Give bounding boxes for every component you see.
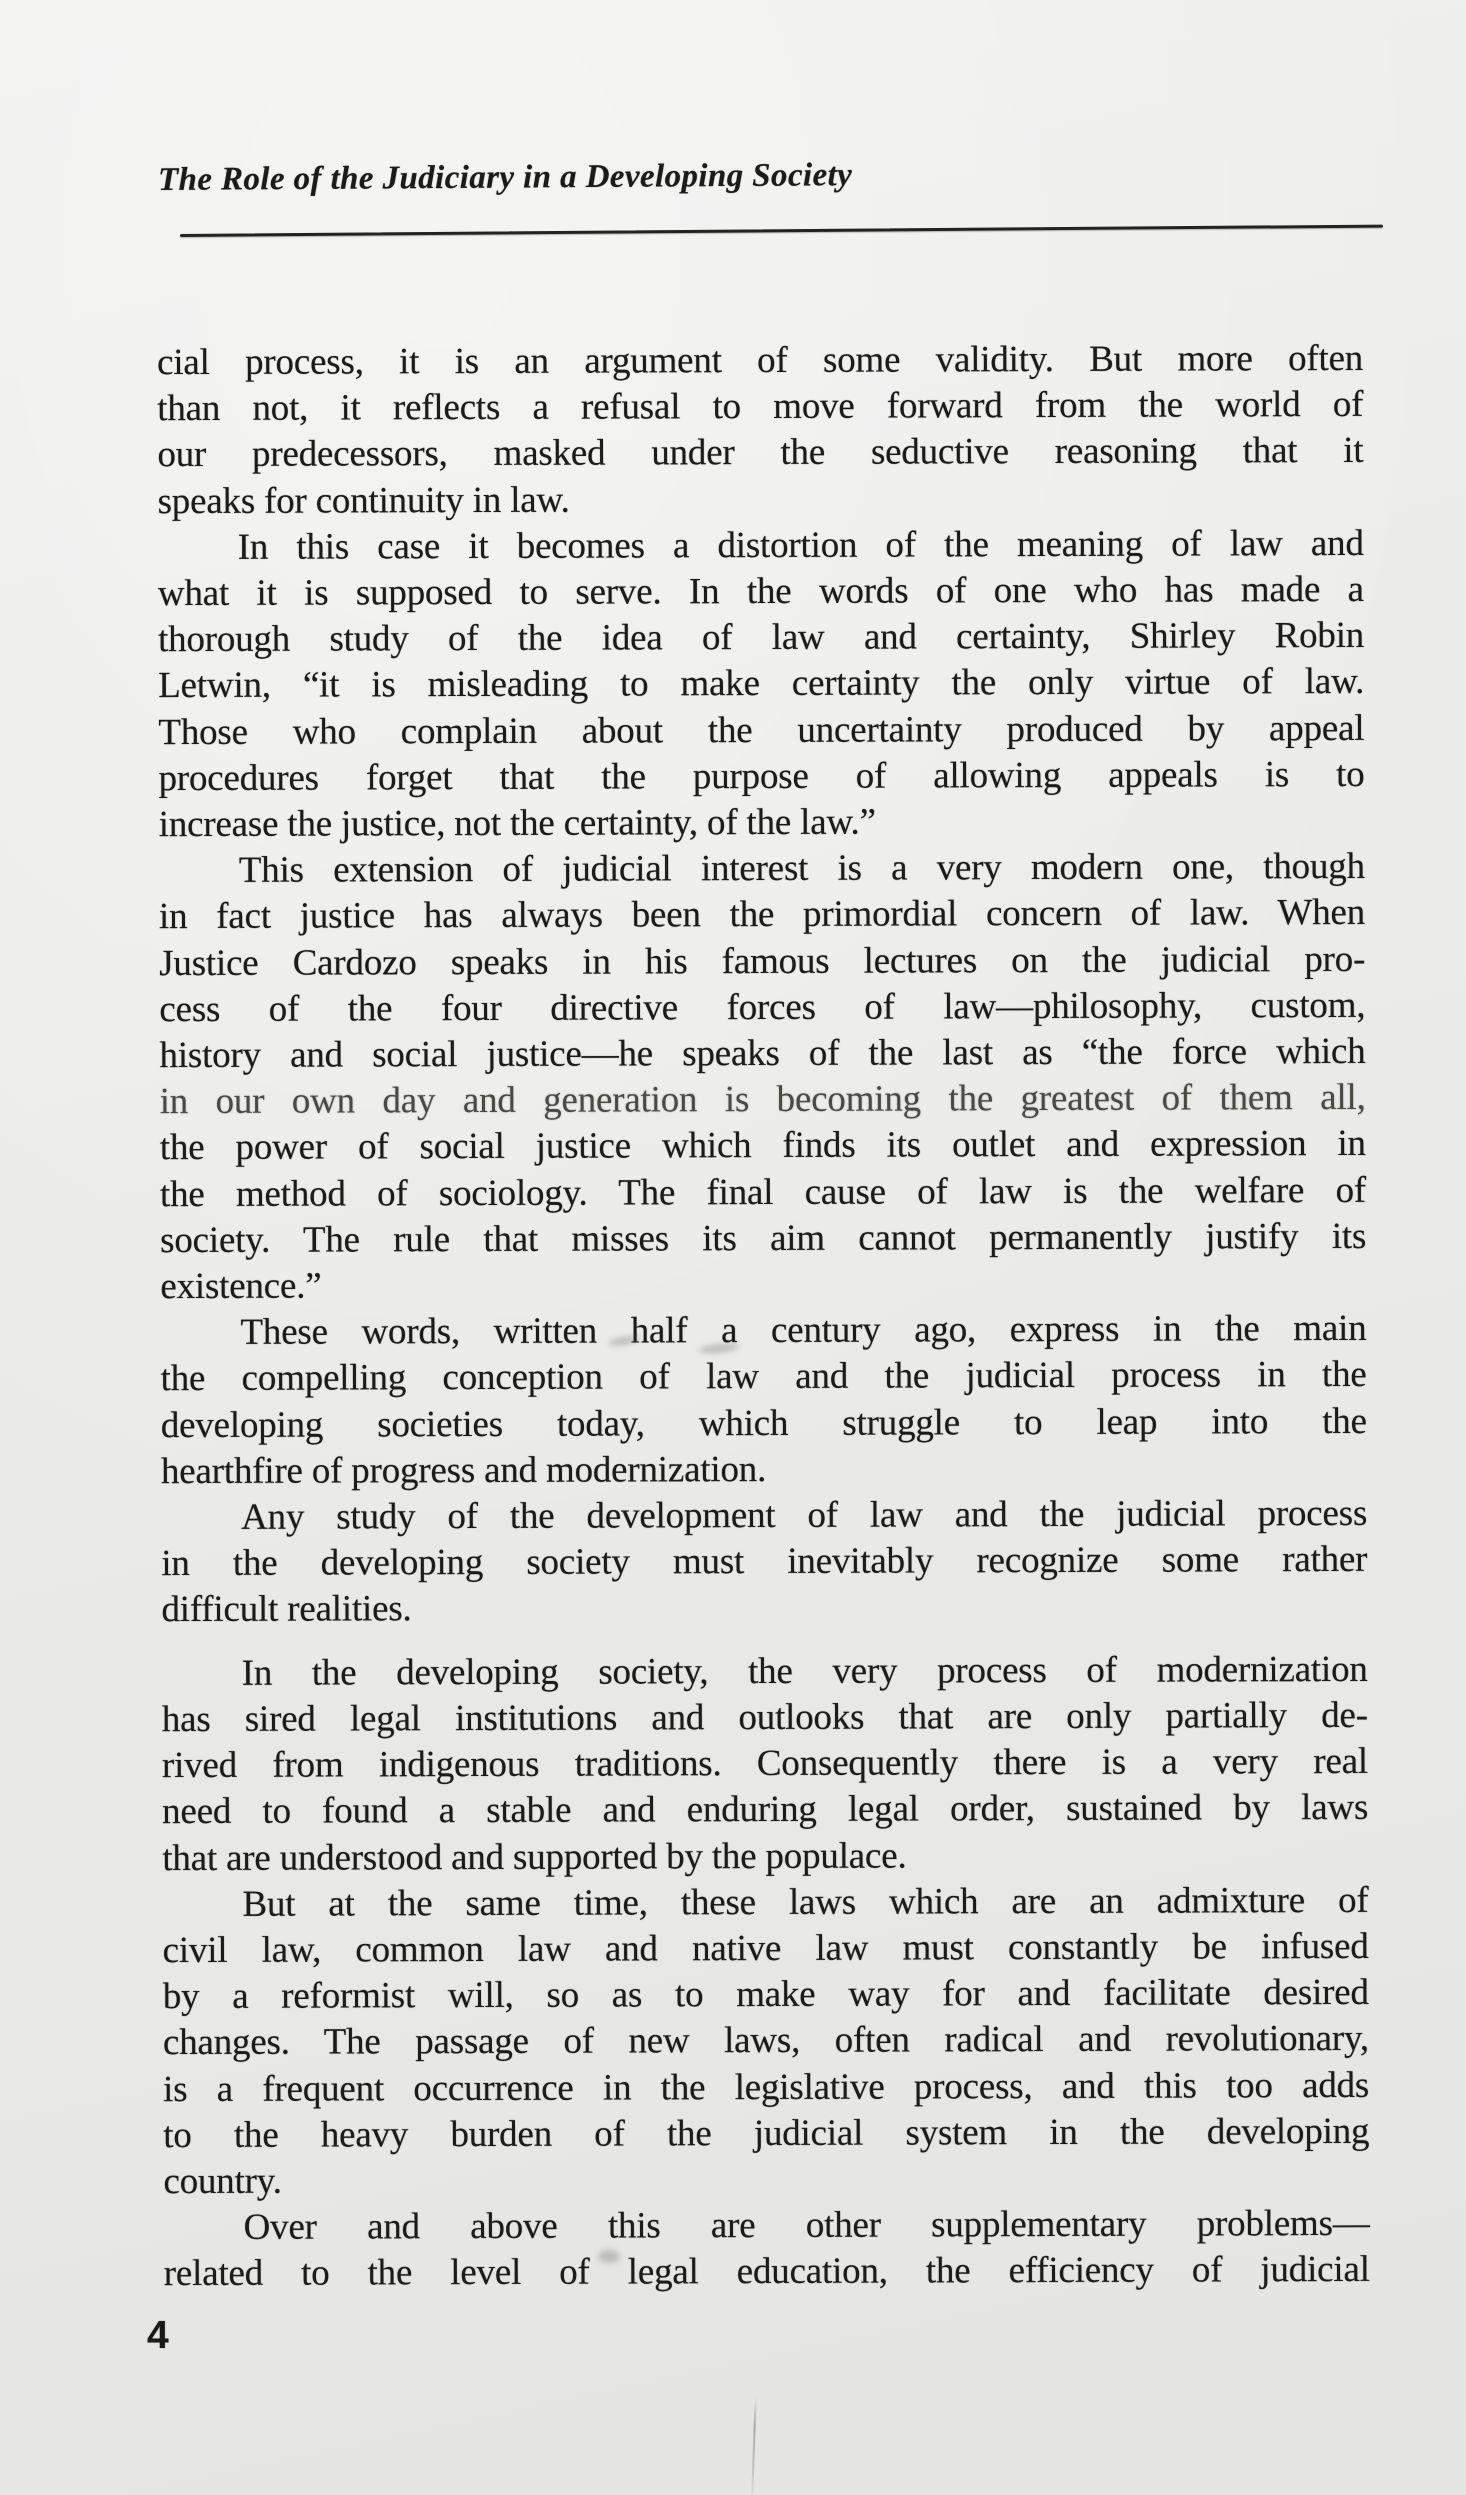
page-number: 4 (147, 2314, 169, 2357)
text-line: in our own day and generation is becoming the greatest of them all, (159, 1077, 1366, 1123)
text-line: speaks for continuity in law. (157, 479, 570, 522)
text-line: cess of the four directive forces of law—philosophy, custom, (159, 984, 1366, 1030)
text-line: need to found a stable and enduring legal order, sustained by laws (162, 1787, 1369, 1833)
text-line: is a frequent occurrence in the legislative process, and this too adds (163, 2064, 1370, 2110)
text-line: the power of social justice which finds its outlet and expression in (159, 1123, 1366, 1169)
text-line: rived from indigenous traditions. Consequently there is a very real (161, 1740, 1369, 1787)
text-line: These words, written half a century ago, express in the main (240, 1308, 1367, 1354)
scan-scratch-artifact (751, 2396, 756, 2495)
text-line: difficult realities. (161, 1588, 412, 1631)
text-line: cial process, it is an argument of some validity. But more often (157, 337, 1364, 384)
text-line: Justice Cardozo speaks in his famous lectures on the judicial pro- (159, 938, 1366, 984)
text-line: Any study of the development of law and the judicial process (241, 1492, 1368, 1538)
text-line: society. The rule that misses its aim cannot permanently justify its (160, 1215, 1367, 1261)
body-text (157, 336, 1370, 2298)
text-line: country. (163, 2160, 282, 2203)
text-line: Over and above this are other supplementary problems— (243, 2203, 1370, 2248)
text-line: history and social justice—he speaks of the last as “the force which (159, 1030, 1366, 1077)
text-line: This extension of judicial interest is a very modern one, though (238, 846, 1365, 892)
text-line: Those who complain about the uncertainty produced by appeal (158, 707, 1365, 753)
header-rule (180, 225, 1383, 237)
text-line: by a reformist will, so as to make way for and facilitate desired (162, 1971, 1369, 2018)
text-line: developing societies today, which struggle to leap into the (160, 1400, 1367, 1446)
text-line: has sired legal institutions and outlooks that are only partially de- (161, 1694, 1368, 1740)
text-line: In this case it becomes a distortion of the meaning of law and (237, 522, 1364, 568)
text-line: changes. The passage of new laws, often radical and revolutionary, (162, 2018, 1370, 2064)
text-line: in fact justice has always been the primordial concern of law. When (158, 892, 1366, 938)
text-line: than not, it reflects a refusal to move forward from the world of (157, 384, 1364, 430)
text-line: Letwin, “it is misleading to make certainty the only virtue of law. (158, 661, 1365, 707)
scan-smudge-artifact (598, 2250, 620, 2263)
text-line: procedures forget that the purpose of allowing appeals is to (158, 753, 1365, 799)
text-line: hearthfire of progress and modernization. (160, 1448, 767, 1492)
text-line: thorough study of the idea of law and certainty, Shirley Robin (157, 615, 1365, 661)
text-line: to the heavy burden of the judicial system in the developing (163, 2110, 1370, 2156)
text-line: that are understood and supported by the populace. (162, 1834, 907, 1879)
text-line: But at the same time, these laws which are an admixture of (242, 1879, 1369, 1925)
text-line: our predecessors, masked under the seductive reasoning that it (157, 430, 1364, 476)
text-line: related to the level of legal education, the efficiency of judicial (163, 2249, 1370, 2295)
text-line: increase the justice, not the certainty, of the law.” (158, 801, 876, 846)
text-line: the compelling conception of law and the judicial process in the (160, 1354, 1367, 1400)
text-line: civil law, common law and native law must constantly be infused (162, 1925, 1369, 1972)
text-line: the method of sociology. The final cause of law is the welfare of (159, 1169, 1367, 1215)
text-line: existence.” (160, 1265, 322, 1308)
text-line: In the developing society, the very process of modernization (241, 1648, 1368, 1694)
running-header: The Role of the Judiciary in a Developing Society (157, 157, 853, 198)
text-line: in the developing society must inevitably recognize some rather (161, 1539, 1368, 1585)
text-line: what it is supposed to serve. In the words of one who has made a (157, 568, 1364, 615)
